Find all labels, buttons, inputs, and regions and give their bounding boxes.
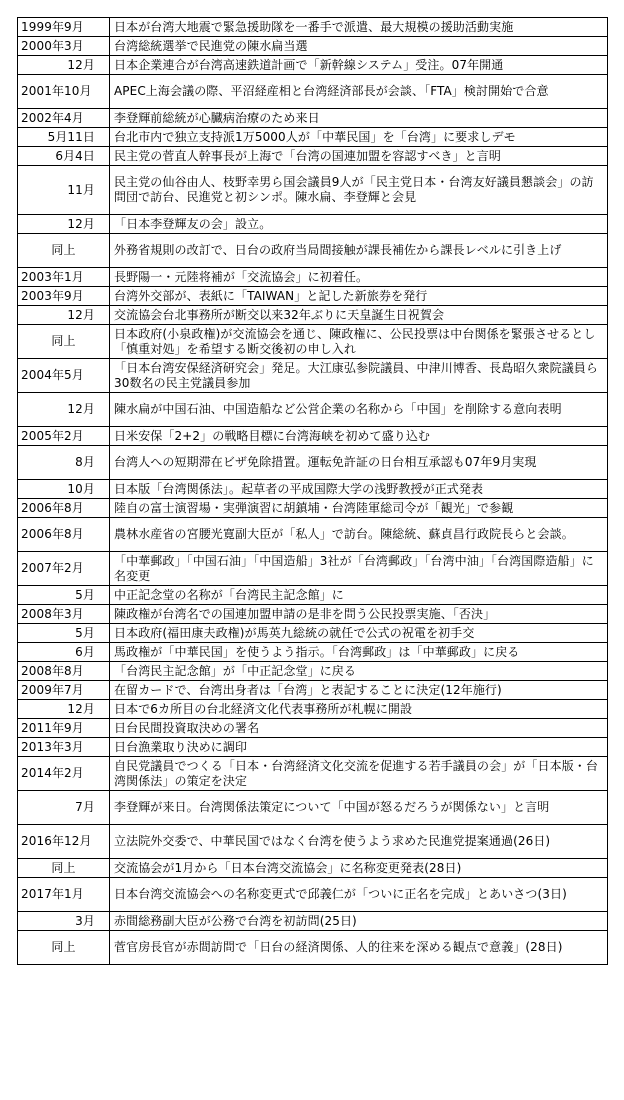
- event-cell: 「台湾民主記念館」が「中正記念堂」に戻る: [110, 662, 608, 681]
- table-row: [18, 268, 608, 287]
- event-cell: 「中華郵政」「中国石油」「中国造船」3社が「台湾郵政」「台湾中油」「台湾国際造船」に名変更: [110, 552, 608, 586]
- date-cell: 2006年8月: [18, 499, 110, 518]
- date-cell: 12月: [18, 215, 110, 234]
- date-cell: 2004年5月: [18, 359, 110, 393]
- table-row: [18, 643, 608, 662]
- event-cell: 陳水扁が中国石油、中国造船など公営企業の名称から「中国」を削除する意向表明: [110, 393, 608, 427]
- date-cell: 2005年2月: [18, 427, 110, 446]
- event-cell: 日本が台湾大地震で緊急援助隊を一番手で派遣、最大規模の援助活動実施: [110, 18, 608, 37]
- date-cell: 5月: [18, 586, 110, 605]
- table-row: [18, 586, 608, 605]
- date-cell: 2007年2月: [18, 552, 110, 586]
- date-cell: 同上: [18, 325, 110, 359]
- event-cell: 立法院外交委で、中華民国ではなく台湾を使うよう求めた民進党提案通過(26日): [110, 825, 608, 859]
- table-row: [18, 552, 608, 586]
- event-cell: 自民党議員でつくる「日本・台湾経済文化交流を促進する若手議員の会」が「日本版・台湾関係法」の策定を決定: [110, 757, 608, 791]
- date-cell: 12月: [18, 393, 110, 427]
- date-cell: 2003年9月: [18, 287, 110, 306]
- date-cell: 8月: [18, 446, 110, 480]
- event-cell: 台湾人への短期滞在ビザ免除措置。運転免許証の日台相互承認も07年9月実現: [110, 446, 608, 480]
- table-row: [18, 757, 608, 791]
- event-cell: 日台漁業取り決めに調印: [110, 738, 608, 757]
- table-row: [18, 518, 608, 552]
- event-cell: 「日本李登輝友の会」設立。: [110, 215, 608, 234]
- table-row: [18, 662, 608, 681]
- date-cell: 1999年9月: [18, 18, 110, 37]
- table-row: [18, 109, 608, 128]
- event-cell: 中正記念堂の名称が「台湾民主記念館」に: [110, 586, 608, 605]
- date-cell: 2016年12月: [18, 825, 110, 859]
- event-cell: 日台民間投資取決めの署名: [110, 719, 608, 738]
- date-cell: 10月: [18, 480, 110, 499]
- date-cell: 2006年8月: [18, 518, 110, 552]
- date-cell: 11月: [18, 166, 110, 215]
- table-row: [18, 931, 608, 965]
- event-cell: 外務省規則の改訂で、日台の政府当局間接触が課長補佐から課長レベルに引き上げ: [110, 234, 608, 268]
- event-cell: 日本で6カ所目の台北経済文化代表事務所が札幌に開設: [110, 700, 608, 719]
- event-cell: 台北市内で独立支持派1万5000人が「中華民国」を「台湾」に要求しデモ: [110, 128, 608, 147]
- date-cell: 3月: [18, 912, 110, 931]
- table-row: [18, 147, 608, 166]
- event-cell: 馬政権が「中華民国」を使うよう指示。「台湾郵政」は「中華郵政」に戻る: [110, 643, 608, 662]
- event-cell: 日本版「台湾関係法」。起草者の平成国際大学の浅野教授が正式発表: [110, 480, 608, 499]
- table-row: [18, 393, 608, 427]
- table-row: [18, 37, 608, 56]
- table-row: [18, 234, 608, 268]
- event-cell: 交流協会台北事務所が断交以来32年ぶりに天皇誕生日祝賀会: [110, 306, 608, 325]
- date-cell: 6月4日: [18, 147, 110, 166]
- event-cell: 民主党の仙谷由人、枝野幸男ら国会議員9人が「民主党日本・台湾友好議員懇談会」の訪問団で訪台、民進党と初シンポ。陳水扁、李登輝と会見: [110, 166, 608, 215]
- date-cell: 同上: [18, 859, 110, 878]
- event-cell: 菅官房長官が赤間訪問で「日台の経済関係、人的往来を深める観点で意義」(28日): [110, 931, 608, 965]
- date-cell: 同上: [18, 931, 110, 965]
- table-row: [18, 325, 608, 359]
- event-cell: 赤間総務副大臣が公務で台湾を初訪問(25日): [110, 912, 608, 931]
- table-row: [18, 287, 608, 306]
- date-cell: 7月: [18, 791, 110, 825]
- date-cell: 2017年1月: [18, 878, 110, 912]
- date-cell: 12月: [18, 56, 110, 75]
- date-cell: 2008年8月: [18, 662, 110, 681]
- event-cell: 台湾外交部が、表紙に「TAIWAN」と記した新旅券を発行: [110, 287, 608, 306]
- table-row: [18, 480, 608, 499]
- event-cell: 李登輝前総統が心臓病治療のため来日: [110, 109, 608, 128]
- table-row: [18, 912, 608, 931]
- date-cell: 2002年4月: [18, 109, 110, 128]
- date-cell: 2014年2月: [18, 757, 110, 791]
- event-cell: 日本台湾交流協会への名称変更式で邱義仁が「ついに正名を完成」とあいさつ(3日): [110, 878, 608, 912]
- date-cell: 2009年7月: [18, 681, 110, 700]
- table-row: [18, 166, 608, 215]
- table-row: [18, 18, 608, 37]
- event-cell: 李登輝が来日。台湾関係法策定について「中国が怒るだろうが関係ない」と言明: [110, 791, 608, 825]
- event-cell: 長野陽一・元陸将補が「交流協会」に初着任。: [110, 268, 608, 287]
- table-row: [18, 738, 608, 757]
- event-cell: 民主党の菅直人幹事長が上海で「台湾の国連加盟を容認すべき」と言明: [110, 147, 608, 166]
- event-cell: 日本政府(福田康夫政権)が馬英九総統の就任で公式の祝電を初手交: [110, 624, 608, 643]
- table-row: [18, 446, 608, 480]
- table-row: [18, 215, 608, 234]
- table-row: [18, 700, 608, 719]
- event-cell: 農林水産省の宮腰光寛副大臣が「私人」で訪台。陳総統、蘇貞昌行政院長らと会談。: [110, 518, 608, 552]
- event-cell: APEC上海会議の際、平沼経産相と台湾経済部長が会談、「FTA」検討開始で合意: [110, 75, 608, 109]
- table-row: [18, 359, 608, 393]
- table-row: [18, 624, 608, 643]
- date-cell: 5月11日: [18, 128, 110, 147]
- chronology-table: [17, 17, 608, 965]
- date-cell: 2011年9月: [18, 719, 110, 738]
- table-row: [18, 306, 608, 325]
- date-cell: 5月: [18, 624, 110, 643]
- event-cell: 在留カードで、台湾出身者は「台湾」と表記することに決定(12年施行): [110, 681, 608, 700]
- table-row: [18, 878, 608, 912]
- event-cell: 陸自の富士演習場・実弾演習に胡鎮埔・台湾陸軍総司令が「観光」で参観: [110, 499, 608, 518]
- table-row: [18, 719, 608, 738]
- event-cell: 日本企業連合が台湾高速鉄道計画で「新幹線システム」受注。07年開通: [110, 56, 608, 75]
- date-cell: 12月: [18, 306, 110, 325]
- date-cell: 6月: [18, 643, 110, 662]
- event-cell: 「日本台湾安保経済研究会」発足。大江康弘参院議員、中津川博香、長島昭久衆院議員ら30数名の民主党議員参加: [110, 359, 608, 393]
- date-cell: 2000年3月: [18, 37, 110, 56]
- event-cell: 日本政府(小泉政権)が交流協会を通じ、陳政権に、公民投票は中台関係を緊張させるとし「慎重対処」を希望する断交後初の申し入れ: [110, 325, 608, 359]
- date-cell: 2001年10月: [18, 75, 110, 109]
- table-row: [18, 75, 608, 109]
- table-row: [18, 859, 608, 878]
- event-cell: 台湾総統選挙で民進党の陳水扁当選: [110, 37, 608, 56]
- date-cell: 2008年3月: [18, 605, 110, 624]
- table-row: [18, 499, 608, 518]
- date-cell: 2003年1月: [18, 268, 110, 287]
- table-row: [18, 56, 608, 75]
- table-row: [18, 427, 608, 446]
- date-cell: 12月: [18, 700, 110, 719]
- table-row: [18, 681, 608, 700]
- table-row: [18, 128, 608, 147]
- date-cell: 同上: [18, 234, 110, 268]
- date-cell: 2013年3月: [18, 738, 110, 757]
- table-row: [18, 605, 608, 624]
- table-row: [18, 791, 608, 825]
- table-row: [18, 825, 608, 859]
- event-cell: 交流協会が1月から「日本台湾交流協会」に名称変更発表(28日): [110, 859, 608, 878]
- event-cell: 日米安保「2+2」の戦略目標に台湾海峡を初めて盛り込む: [110, 427, 608, 446]
- event-cell: 陳政権が台湾名での国連加盟申請の是非を問う公民投票実施、「否決」: [110, 605, 608, 624]
